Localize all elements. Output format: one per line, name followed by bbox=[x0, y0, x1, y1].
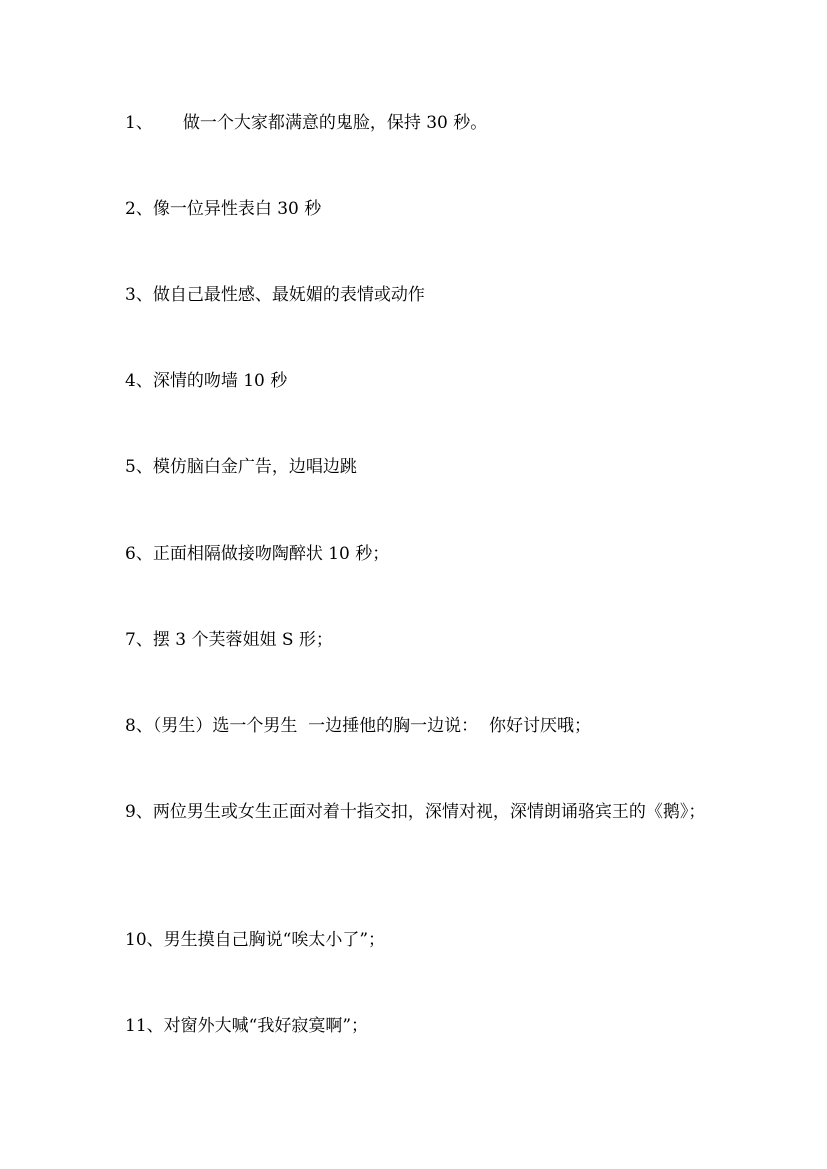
item-text: 深情的吻墙 10 秒 bbox=[152, 371, 288, 391]
list-item-8 bbox=[125, 705, 725, 747]
list-item-2 bbox=[125, 188, 725, 230]
list-item-7 bbox=[125, 619, 725, 661]
list-item-4 bbox=[125, 360, 725, 402]
item-text: 模仿脑白金广告，边唱边跳 bbox=[152, 457, 357, 477]
item-text: 摆 3 个芙蓉姐姐 S 形； bbox=[152, 630, 333, 650]
item-text: 做自己最性感、最妩媚的表情或动作 bbox=[152, 285, 425, 305]
list-item-11 bbox=[125, 1005, 725, 1047]
list-item-9 bbox=[125, 791, 725, 833]
list-item-5 bbox=[125, 446, 725, 488]
item-number: 3、 bbox=[125, 285, 153, 305]
item-number: 2、 bbox=[125, 199, 153, 219]
item-number: 1、 bbox=[125, 113, 153, 133]
item-number: 9、 bbox=[125, 802, 153, 822]
item-text: 做一个大家都满意的鬼脸，保持 30 秒。 bbox=[182, 113, 488, 133]
list-item-6 bbox=[125, 533, 725, 575]
item-number: 6、 bbox=[125, 544, 153, 564]
item-text: 两位男生或女生正面对着十指交扣，深情对视，深情朗诵骆宾王的《鹅》； bbox=[152, 802, 706, 822]
item-text: 对窗外大喊“我好寂寞啊”； bbox=[163, 1016, 369, 1036]
item-text: （男生）选一个男生 一边捶他的胸一边说： 你好讨厌哦； bbox=[152, 716, 591, 736]
item-text: 男生摸自己胸说“唉太小了”； bbox=[163, 930, 386, 950]
item-number: 7、 bbox=[125, 630, 153, 650]
item-number: 5、 bbox=[125, 457, 153, 477]
list-item-1 bbox=[125, 102, 725, 144]
item-text: 正面相隔做接吻陶醉状 10 秒； bbox=[152, 544, 390, 564]
list-item-3 bbox=[125, 274, 725, 316]
item-number: 10、 bbox=[125, 930, 164, 950]
item-number: 11、 bbox=[125, 1016, 164, 1036]
item-number: 8、 bbox=[125, 716, 153, 736]
item-text: 像一位异性表白 30 秒 bbox=[152, 199, 322, 219]
list-item-10 bbox=[125, 919, 725, 961]
item-number: 4、 bbox=[125, 371, 153, 391]
